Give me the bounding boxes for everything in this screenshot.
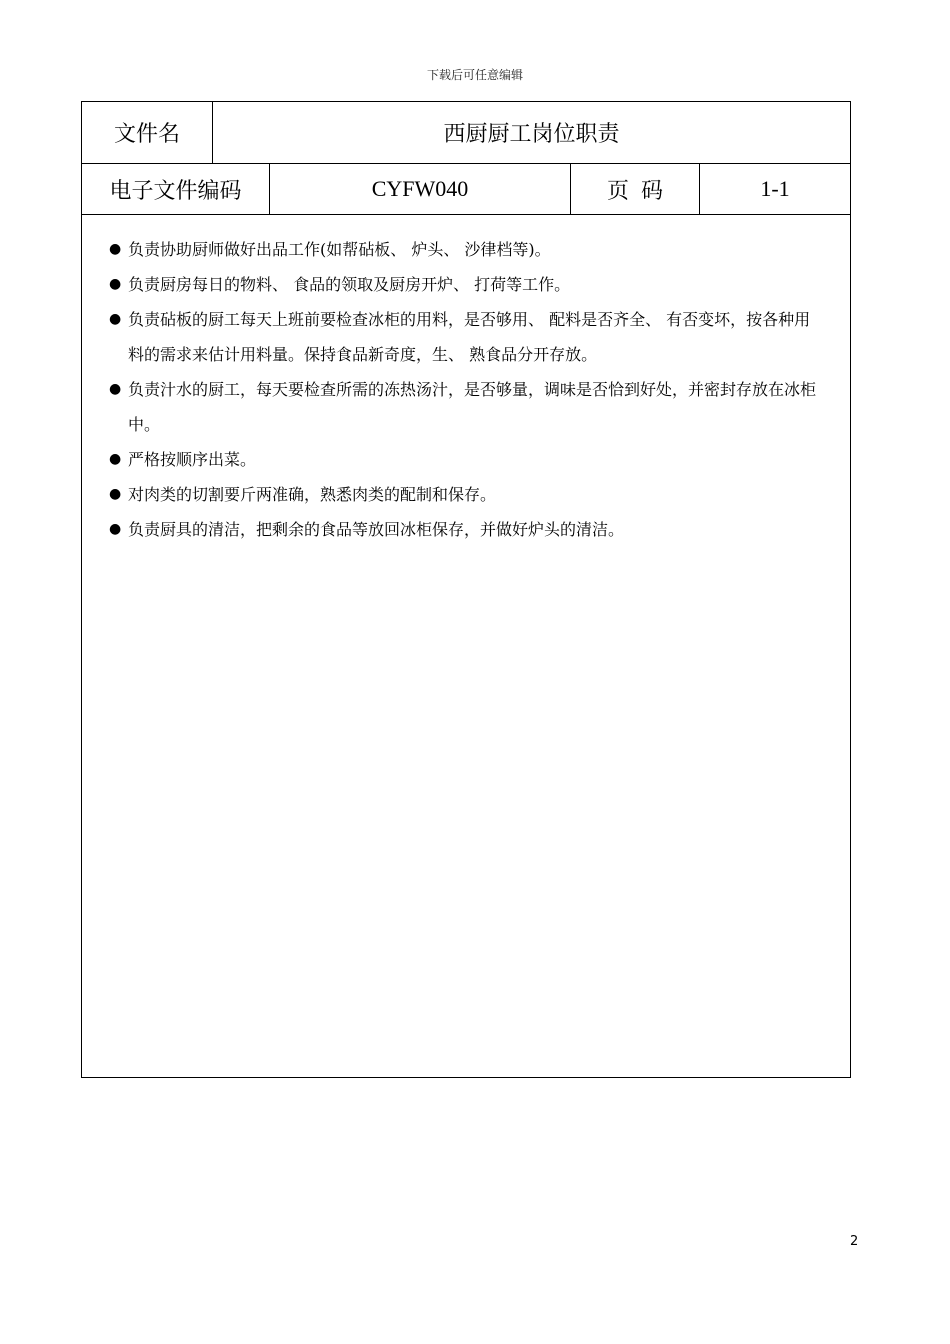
bullet-icon: ● xyxy=(109,451,122,467)
bullet-icon: ● xyxy=(109,486,122,502)
bullet-icon: ● xyxy=(109,521,122,537)
bullet-icon: ● xyxy=(109,311,122,327)
list-item xyxy=(109,512,821,547)
list-item-text: 负责厨房每日的物料、 食品的领取及厨房开炉、 打荷等工作。 xyxy=(128,275,571,294)
file-name-value: 西厨厨工岗位职责 xyxy=(443,122,620,147)
list-item xyxy=(109,442,821,477)
code-value: CYFW040 xyxy=(270,164,571,214)
list-item-text: 严格按顺序出菜。 xyxy=(128,450,257,469)
document-frame xyxy=(81,101,851,1078)
page-value: 1-1 xyxy=(760,176,790,201)
list-item-text: 负责砧板的厨工每天上班前要检查冰柜的用料，是否够用、 配料是否齐全、 有否变坏，按各种用料的需求来估计用料量。保持食品新奇度，生、 熟食品分开存放。 xyxy=(128,310,811,364)
page-label: 页码 xyxy=(571,164,700,214)
bullet-icon: ● xyxy=(109,276,122,292)
bullet-icon: ● xyxy=(109,241,122,257)
list-item-text: 负责厨具的清洁，把剩余的食品等放回冰柜保存，并做好炉头的清洁。 xyxy=(128,520,625,539)
list-item xyxy=(109,267,821,302)
header-note: 下载后可任意编辑 xyxy=(426,68,523,82)
duties-list xyxy=(109,232,821,547)
file-code-row xyxy=(82,164,850,215)
bullet-icon: ● xyxy=(109,381,122,397)
file-name-row xyxy=(82,102,850,164)
file-name-label: 文件名 xyxy=(82,102,213,163)
code-label: 电子文件编码 xyxy=(82,164,270,214)
list-item-text: 负责汁水的厨工，每天要检查所需的冻热汤汁，是否够量，调味是否恰到好处，并密封存放在冰柜中。 xyxy=(128,380,817,434)
list-item xyxy=(109,232,821,267)
list-item xyxy=(109,372,821,442)
list-item-text: 负责协助厨师做好出品工作(如帮砧板、 炉头、 沙律档等)。 xyxy=(128,240,551,259)
list-item xyxy=(109,302,821,372)
list-item-text: 对肉类的切割要斤两准确，熟悉肉类的配制和保存。 xyxy=(128,485,497,504)
list-item xyxy=(109,477,821,512)
page-number: 2 xyxy=(850,1234,859,1249)
